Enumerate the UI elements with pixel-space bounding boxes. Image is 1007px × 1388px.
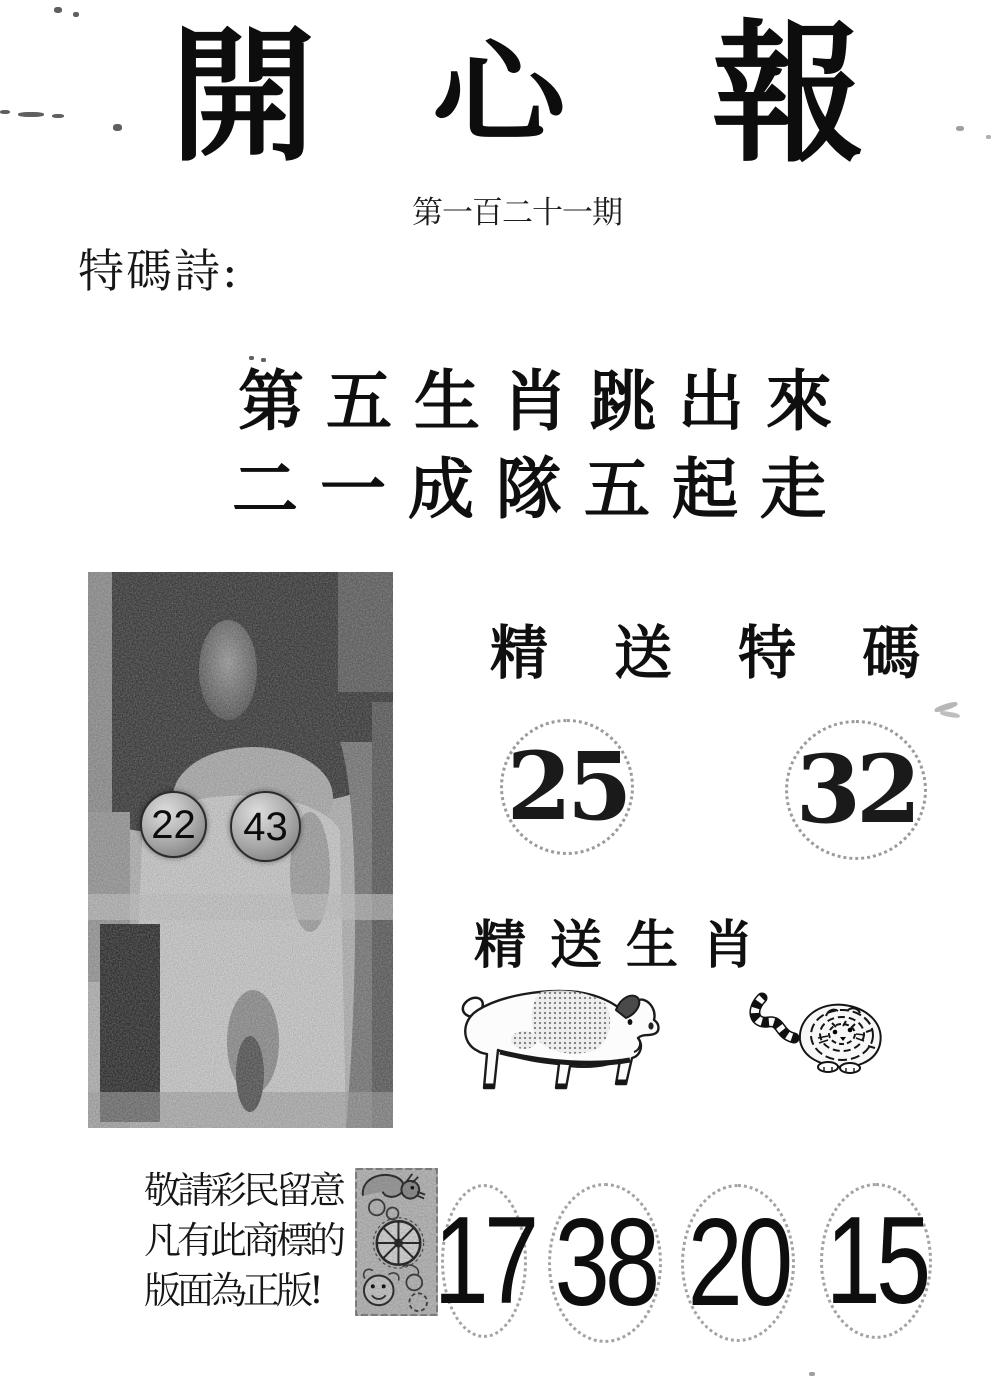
footer-number-circle-20 [681,1184,795,1342]
lottery-ball-43 [230,791,301,862]
masthead-char-3: 報 [712,4,864,183]
special-number-value: 25 [506,732,628,842]
footer-number-value: 38 [554,1194,656,1332]
notice-line-2: 凡有此商標的 [144,1219,342,1262]
special-number-circle-32 [785,720,927,860]
poem-line-1: 第五生肖跳出來 [238,362,854,440]
special-numbers-heading: 精送特碼 [490,619,987,687]
photocopy-speck [956,126,964,131]
footer-number-value: 15 [825,1192,927,1330]
photocopy-speck [0,110,10,114]
poem-line-2: 二一成隊五起走 [232,450,848,528]
poem-label: 特碼詩: [78,244,240,298]
zodiac-heading: 精送生肖 [474,915,779,976]
footer-number-value: 20 [687,1194,789,1332]
notice-line-1: 敬請彩民留意 [144,1169,342,1212]
footer-number-circle-38 [548,1183,662,1343]
photocopy-speck [809,1372,815,1376]
trademark-stamp-icon [355,1168,438,1316]
halftone-photo [88,572,393,1128]
tiger-icon [748,990,888,1074]
footer-number-circle-15 [820,1183,932,1339]
footer-number-value: 17 [433,1192,535,1330]
lottery-ball-value: 22 [151,802,196,847]
photocopy-speck [113,124,122,131]
photocopy-speck [54,7,62,13]
notice-line-3: 版面為正版! [144,1269,320,1312]
lottery-ball-value: 43 [243,804,288,849]
lottery-ball-22 [140,791,207,858]
masthead-char-1: 開 [170,11,316,182]
issue-number: 第一百二十一期 [412,195,622,231]
photocopy-speck [986,135,991,139]
copyright-notice [144,1169,342,1322]
pig-icon [448,976,674,1098]
special-number-circle-25 [500,719,634,855]
photocopy-speck [18,112,44,117]
footer-number-circle-17 [433,1184,535,1338]
photocopy-speck [73,12,79,17]
masthead-char-2: 心 [432,28,567,158]
special-number-value: 32 [795,735,917,845]
photocopy-speck [940,710,961,718]
photocopy-speck [249,356,254,360]
photocopy-speck [52,114,64,118]
